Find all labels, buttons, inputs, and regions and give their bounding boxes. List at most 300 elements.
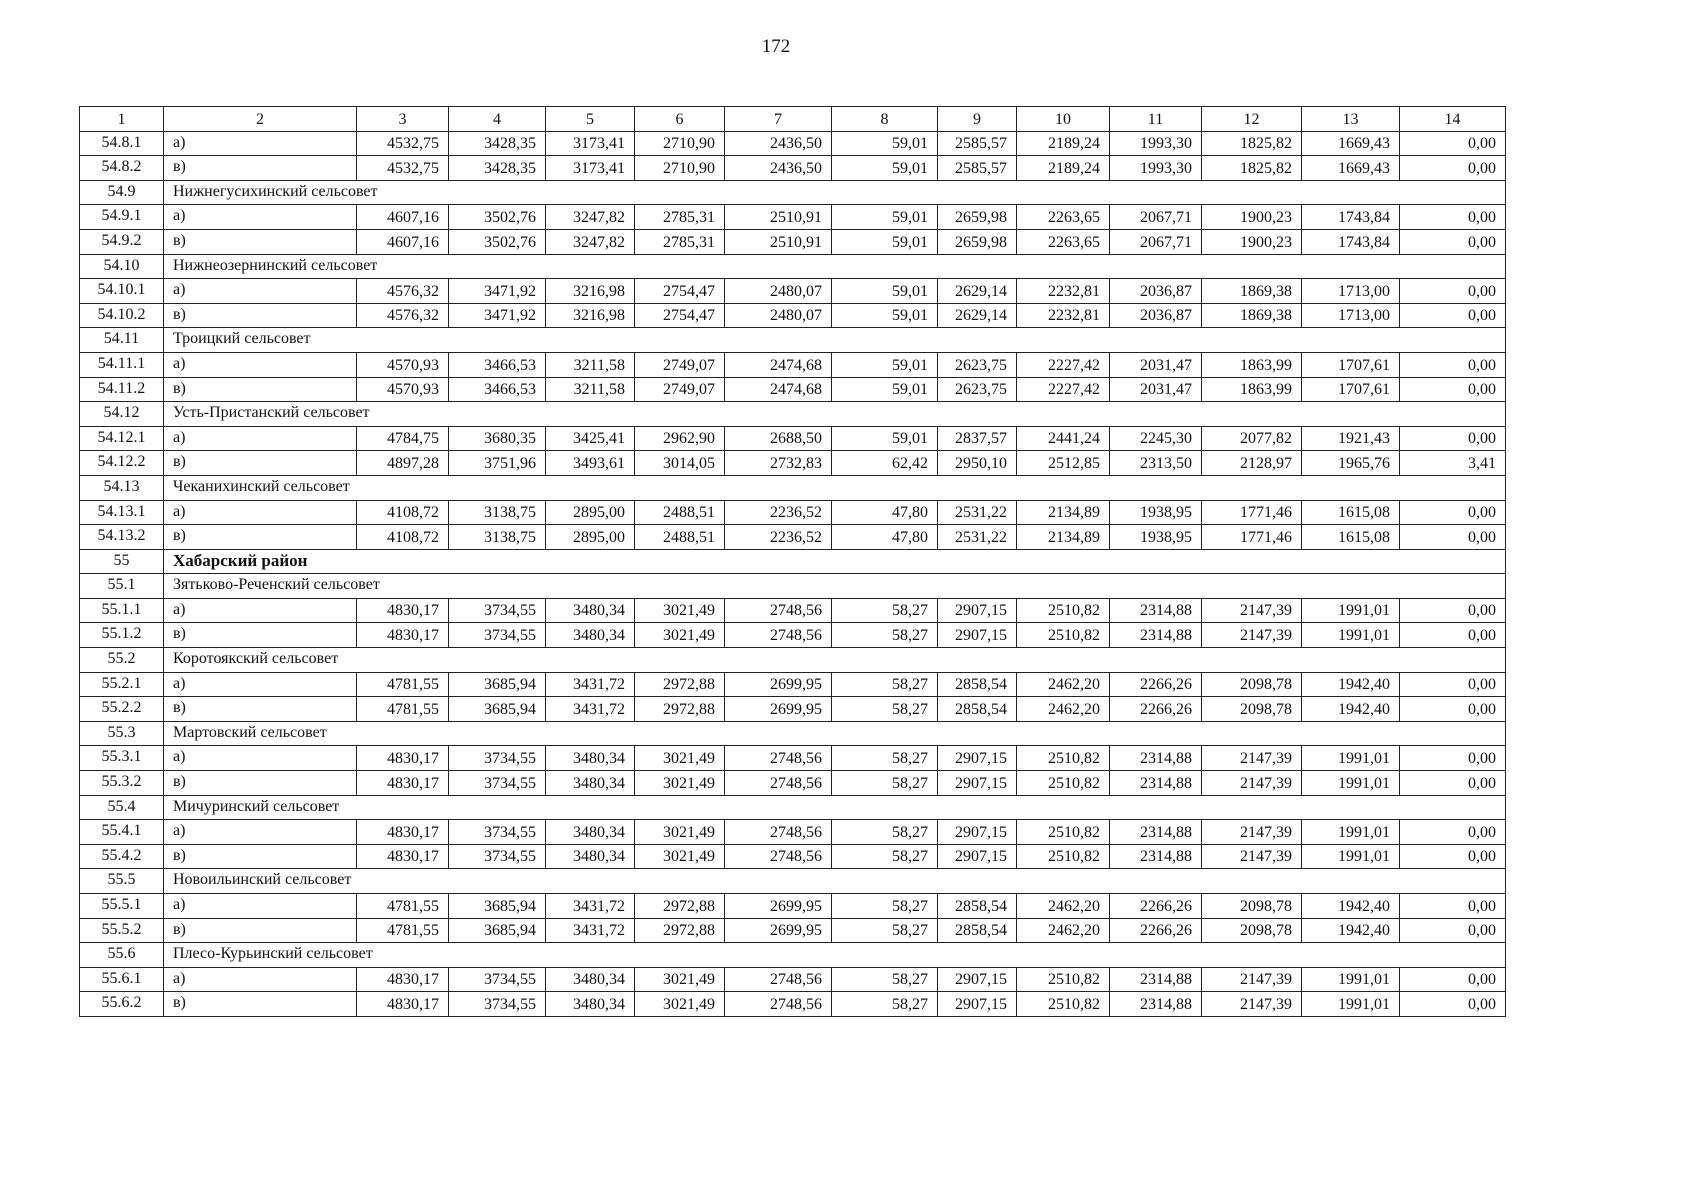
row-code: 55.6.2 (80, 992, 164, 1017)
table-cell: 58,27 (832, 672, 938, 697)
table-cell: 3471,92 (449, 303, 546, 328)
section-name: Троицкий сельсовет (164, 328, 1506, 353)
section-name: Нижнеозернинский сельсовет (164, 254, 1506, 279)
column-header: 11 (1110, 107, 1202, 132)
table-row (80, 500, 1506, 525)
table-cell: 3480,34 (546, 844, 635, 869)
table-cell: 2480,07 (725, 303, 832, 328)
column-header: 14 (1400, 107, 1506, 132)
table-cell: 59,01 (832, 352, 938, 377)
table-row (80, 844, 1506, 869)
table-cell: 3431,72 (546, 697, 635, 722)
row-type: в) (164, 992, 357, 1017)
section-row (80, 943, 1506, 968)
table-row (80, 131, 1506, 156)
row-type: а) (164, 131, 357, 156)
row-code: 55.2.1 (80, 672, 164, 697)
table-cell: 2748,56 (725, 992, 832, 1017)
table-cell: 4830,17 (357, 598, 449, 623)
table-cell: 2263,65 (1017, 205, 1110, 230)
district-name: Хабарский район (164, 549, 1506, 574)
row-type: а) (164, 820, 357, 845)
column-header-row (80, 107, 1506, 132)
table-cell: 59,01 (832, 426, 938, 451)
table-cell: 59,01 (832, 377, 938, 402)
row-code: 54.9.1 (80, 205, 164, 230)
table-cell: 3502,76 (449, 229, 546, 254)
table-cell: 59,01 (832, 303, 938, 328)
table-cell: 2907,15 (938, 992, 1017, 1017)
table-cell: 3466,53 (449, 377, 546, 402)
table-cell: 1938,95 (1110, 525, 1202, 550)
row-type: а) (164, 967, 357, 992)
table-cell: 3021,49 (635, 598, 725, 623)
table-cell: 3480,34 (546, 967, 635, 992)
table-cell: 0,00 (1400, 746, 1506, 771)
table-cell: 1991,01 (1302, 820, 1400, 845)
row-type: в) (164, 844, 357, 869)
column-header: 4 (449, 107, 546, 132)
table-cell: 2749,07 (635, 352, 725, 377)
table-cell: 2659,98 (938, 229, 1017, 254)
table-cell: 2629,14 (938, 279, 1017, 304)
table-cell: 2907,15 (938, 771, 1017, 796)
table-cell: 59,01 (832, 229, 938, 254)
table-cell: 3138,75 (449, 500, 546, 525)
table-cell: 1669,43 (1302, 131, 1400, 156)
table-cell: 47,80 (832, 525, 938, 550)
table-cell: 0,00 (1400, 279, 1506, 304)
table-cell: 3021,49 (635, 746, 725, 771)
table-cell: 2699,95 (725, 697, 832, 722)
table-cell: 3021,49 (635, 771, 725, 796)
table-cell: 59,01 (832, 279, 938, 304)
table-cell: 3,41 (1400, 451, 1506, 476)
table-cell: 1991,01 (1302, 771, 1400, 796)
table-cell: 2623,75 (938, 377, 1017, 402)
row-code: 55.6 (80, 943, 164, 968)
table-cell: 58,27 (832, 746, 938, 771)
table-cell: 2512,85 (1017, 451, 1110, 476)
table-cell: 2629,14 (938, 303, 1017, 328)
table-row (80, 451, 1506, 476)
row-type: в) (164, 525, 357, 550)
district-row (80, 549, 1506, 574)
table-cell: 2031,47 (1110, 352, 1202, 377)
table-cell: 2147,39 (1202, 992, 1302, 1017)
table-cell: 0,00 (1400, 303, 1506, 328)
table-cell: 3734,55 (449, 746, 546, 771)
section-row (80, 648, 1506, 673)
row-type: в) (164, 377, 357, 402)
table-cell: 2031,47 (1110, 377, 1202, 402)
section-name: Нижнегусихинский сельсовет (164, 180, 1506, 205)
table-row (80, 623, 1506, 648)
table-cell: 2710,90 (635, 131, 725, 156)
table-cell: 1825,82 (1202, 131, 1302, 156)
table-cell: 2699,95 (725, 918, 832, 943)
table-cell: 0,00 (1400, 894, 1506, 919)
row-code: 55.3 (80, 721, 164, 746)
table-cell: 3480,34 (546, 598, 635, 623)
table-cell: 2895,00 (546, 500, 635, 525)
table-cell: 1900,23 (1202, 205, 1302, 230)
table-cell: 3431,72 (546, 672, 635, 697)
table-cell: 2972,88 (635, 918, 725, 943)
section-name: Коротоякский сельсовет (164, 648, 1506, 673)
table-cell: 2266,26 (1110, 697, 1202, 722)
column-header: 12 (1202, 107, 1302, 132)
table-cell: 1863,99 (1202, 352, 1302, 377)
row-code: 55.4.2 (80, 844, 164, 869)
column-header: 7 (725, 107, 832, 132)
table-cell: 1713,00 (1302, 279, 1400, 304)
table-cell: 1863,99 (1202, 377, 1302, 402)
table-cell: 2147,39 (1202, 746, 1302, 771)
column-header: 2 (164, 107, 357, 132)
row-code: 55.5.2 (80, 918, 164, 943)
row-code: 55.1 (80, 574, 164, 599)
table-cell: 4830,17 (357, 820, 449, 845)
section-name: Мичуринский сельсовет (164, 795, 1506, 820)
table-cell: 2785,31 (635, 229, 725, 254)
table-row (80, 303, 1506, 328)
row-type: а) (164, 500, 357, 525)
table-cell: 3502,76 (449, 205, 546, 230)
table-body (80, 107, 1506, 1017)
page-number: 172 (761, 36, 791, 57)
table-cell: 2531,22 (938, 525, 1017, 550)
table-cell: 0,00 (1400, 918, 1506, 943)
row-code: 54.13.1 (80, 500, 164, 525)
row-code: 54.8.2 (80, 156, 164, 181)
table-cell: 4781,55 (357, 918, 449, 943)
table-cell: 2748,56 (725, 820, 832, 845)
table-cell: 3425,41 (546, 426, 635, 451)
row-type: а) (164, 205, 357, 230)
table-cell: 2098,78 (1202, 894, 1302, 919)
table-cell: 0,00 (1400, 697, 1506, 722)
column-header: 13 (1302, 107, 1400, 132)
table-cell: 4830,17 (357, 771, 449, 796)
table-cell: 2236,52 (725, 525, 832, 550)
column-header: 10 (1017, 107, 1110, 132)
table-cell: 2147,39 (1202, 844, 1302, 869)
table-cell: 1900,23 (1202, 229, 1302, 254)
table-cell: 2232,81 (1017, 279, 1110, 304)
table-cell: 1771,46 (1202, 500, 1302, 525)
table-cell: 2907,15 (938, 623, 1017, 648)
table-cell: 3734,55 (449, 820, 546, 845)
table-cell: 2147,39 (1202, 598, 1302, 623)
table-cell: 2749,07 (635, 377, 725, 402)
table-cell: 3247,82 (546, 229, 635, 254)
table-cell: 2907,15 (938, 820, 1017, 845)
table-cell: 2474,68 (725, 352, 832, 377)
table-cell: 2189,24 (1017, 156, 1110, 181)
row-type: а) (164, 426, 357, 451)
table-cell: 58,27 (832, 820, 938, 845)
table-cell: 59,01 (832, 205, 938, 230)
row-code: 54.8.1 (80, 131, 164, 156)
table-cell: 0,00 (1400, 623, 1506, 648)
table-cell: 2732,83 (725, 451, 832, 476)
table-cell: 2077,82 (1202, 426, 1302, 451)
table-cell: 3431,72 (546, 918, 635, 943)
table-cell: 2699,95 (725, 894, 832, 919)
table-cell: 3466,53 (449, 352, 546, 377)
table-cell: 3173,41 (546, 156, 635, 181)
table-cell: 0,00 (1400, 844, 1506, 869)
table-cell: 2950,10 (938, 451, 1017, 476)
table-cell: 4570,93 (357, 377, 449, 402)
table-cell: 0,00 (1400, 205, 1506, 230)
table-cell: 1743,84 (1302, 205, 1400, 230)
row-code: 55.2.2 (80, 697, 164, 722)
table-cell: 3751,96 (449, 451, 546, 476)
table-cell: 3211,58 (546, 352, 635, 377)
table-cell: 2245,30 (1110, 426, 1202, 451)
row-type: а) (164, 672, 357, 697)
table-row (80, 672, 1506, 697)
table-cell: 2748,56 (725, 844, 832, 869)
table-cell: 0,00 (1400, 352, 1506, 377)
table-cell: 3734,55 (449, 992, 546, 1017)
table-cell: 2895,00 (546, 525, 635, 550)
table-cell: 2488,51 (635, 500, 725, 525)
row-code: 54.9.2 (80, 229, 164, 254)
column-header: 6 (635, 107, 725, 132)
table-cell: 0,00 (1400, 500, 1506, 525)
row-code: 55.3.2 (80, 771, 164, 796)
table-cell: 2585,57 (938, 156, 1017, 181)
table-cell: 2227,42 (1017, 377, 1110, 402)
table-cell: 2623,75 (938, 352, 1017, 377)
table-cell: 1942,40 (1302, 894, 1400, 919)
table-cell: 2510,82 (1017, 992, 1110, 1017)
row-code: 54.12 (80, 402, 164, 427)
table-cell: 3431,72 (546, 894, 635, 919)
table-cell: 2907,15 (938, 746, 1017, 771)
table-cell: 2036,87 (1110, 303, 1202, 328)
table-cell: 2314,88 (1110, 771, 1202, 796)
table-cell: 2067,71 (1110, 229, 1202, 254)
table-cell: 1615,08 (1302, 500, 1400, 525)
table-cell: 2510,82 (1017, 623, 1110, 648)
table-cell: 3480,34 (546, 771, 635, 796)
row-code: 54.12.1 (80, 426, 164, 451)
table-cell: 2462,20 (1017, 894, 1110, 919)
table-cell: 2858,54 (938, 918, 1017, 943)
table-cell: 4781,55 (357, 894, 449, 919)
table-cell: 2480,07 (725, 279, 832, 304)
row-type: в) (164, 303, 357, 328)
table-cell: 2585,57 (938, 131, 1017, 156)
table-cell: 2189,24 (1017, 131, 1110, 156)
table-cell: 1615,08 (1302, 525, 1400, 550)
row-code: 55.1.1 (80, 598, 164, 623)
table-cell: 1942,40 (1302, 918, 1400, 943)
table-cell: 2098,78 (1202, 697, 1302, 722)
table-cell: 1942,40 (1302, 672, 1400, 697)
table-cell: 4830,17 (357, 623, 449, 648)
table-cell: 2314,88 (1110, 844, 1202, 869)
row-type: а) (164, 598, 357, 623)
table-cell: 2785,31 (635, 205, 725, 230)
table-cell: 4570,93 (357, 352, 449, 377)
table-cell: 2962,90 (635, 426, 725, 451)
table-cell: 4108,72 (357, 500, 449, 525)
table-cell: 4784,75 (357, 426, 449, 451)
table-cell: 2098,78 (1202, 918, 1302, 943)
table-cell: 3428,35 (449, 156, 546, 181)
table-cell: 2510,82 (1017, 967, 1110, 992)
table-cell: 2858,54 (938, 672, 1017, 697)
table-cell: 59,01 (832, 131, 938, 156)
table-cell: 3021,49 (635, 967, 725, 992)
table-cell: 0,00 (1400, 771, 1506, 796)
table-cell: 0,00 (1400, 598, 1506, 623)
table-cell: 3480,34 (546, 820, 635, 845)
table-cell: 0,00 (1400, 131, 1506, 156)
table-cell: 3021,49 (635, 820, 725, 845)
table-row (80, 746, 1506, 771)
table-cell: 2067,71 (1110, 205, 1202, 230)
table-cell: 2314,88 (1110, 967, 1202, 992)
table-cell: 2313,50 (1110, 451, 1202, 476)
table-cell: 0,00 (1400, 426, 1506, 451)
table-cell: 58,27 (832, 623, 938, 648)
row-code: 54.10.1 (80, 279, 164, 304)
row-type: в) (164, 229, 357, 254)
table-cell: 3216,98 (546, 303, 635, 328)
table-cell: 2748,56 (725, 771, 832, 796)
column-header: 9 (938, 107, 1017, 132)
row-code: 54.12.2 (80, 451, 164, 476)
row-code: 55 (80, 549, 164, 574)
table-row (80, 426, 1506, 451)
table-cell: 58,27 (832, 697, 938, 722)
table-cell: 2748,56 (725, 746, 832, 771)
table-row (80, 992, 1506, 1017)
table-cell: 2748,56 (725, 967, 832, 992)
section-row (80, 475, 1506, 500)
table-cell: 62,42 (832, 451, 938, 476)
table-cell: 2907,15 (938, 844, 1017, 869)
table-cell: 4830,17 (357, 746, 449, 771)
table-cell: 2688,50 (725, 426, 832, 451)
table-cell: 4897,28 (357, 451, 449, 476)
row-code: 54.10 (80, 254, 164, 279)
table-cell: 2748,56 (725, 623, 832, 648)
table-cell: 3734,55 (449, 623, 546, 648)
row-type: в) (164, 918, 357, 943)
row-type: в) (164, 771, 357, 796)
table-cell: 4532,75 (357, 131, 449, 156)
table-cell: 3021,49 (635, 992, 725, 1017)
column-header: 3 (357, 107, 449, 132)
table-cell: 2263,65 (1017, 229, 1110, 254)
row-type: в) (164, 156, 357, 181)
table-cell: 2462,20 (1017, 697, 1110, 722)
table-row (80, 279, 1506, 304)
table-row (80, 820, 1506, 845)
row-code: 55.4 (80, 795, 164, 820)
table-cell: 2128,97 (1202, 451, 1302, 476)
table-cell: 2462,20 (1017, 672, 1110, 697)
table-row (80, 205, 1506, 230)
table-cell: 3680,35 (449, 426, 546, 451)
table-cell: 0,00 (1400, 967, 1506, 992)
section-name: Зятьково-Реченский сельсовет (164, 574, 1506, 599)
row-code: 55.3.1 (80, 746, 164, 771)
table-cell: 3480,34 (546, 623, 635, 648)
table-cell: 4532,75 (357, 156, 449, 181)
table-cell: 2907,15 (938, 598, 1017, 623)
table-cell: 2972,88 (635, 672, 725, 697)
table-cell: 3734,55 (449, 598, 546, 623)
table-cell: 2510,82 (1017, 820, 1110, 845)
table-cell: 0,00 (1400, 525, 1506, 550)
section-name: Новоильинский сельсовет (164, 869, 1506, 894)
table-cell: 2147,39 (1202, 820, 1302, 845)
table-cell: 1771,46 (1202, 525, 1302, 550)
table-cell: 4576,32 (357, 303, 449, 328)
table-cell: 2134,89 (1017, 525, 1110, 550)
table-cell: 1942,40 (1302, 697, 1400, 722)
table-cell: 2134,89 (1017, 500, 1110, 525)
table-cell: 1991,01 (1302, 623, 1400, 648)
section-row (80, 721, 1506, 746)
table-cell: 2510,82 (1017, 844, 1110, 869)
column-header: 8 (832, 107, 938, 132)
table-cell: 2748,56 (725, 598, 832, 623)
table-row (80, 377, 1506, 402)
table-cell: 58,27 (832, 598, 938, 623)
table-cell: 1713,00 (1302, 303, 1400, 328)
section-name: Усть-Пристанский сельсовет (164, 402, 1506, 427)
table-cell: 2754,47 (635, 279, 725, 304)
row-code: 55.2 (80, 648, 164, 673)
row-code: 55.6.1 (80, 967, 164, 992)
table-cell: 3471,92 (449, 279, 546, 304)
table-cell: 2972,88 (635, 894, 725, 919)
row-code: 54.10.2 (80, 303, 164, 328)
row-code: 54.9 (80, 180, 164, 205)
table-cell: 2314,88 (1110, 598, 1202, 623)
table-cell: 4576,32 (357, 279, 449, 304)
table-cell: 2147,39 (1202, 771, 1302, 796)
table-cell: 2972,88 (635, 697, 725, 722)
table-cell: 0,00 (1400, 156, 1506, 181)
table-cell: 1991,01 (1302, 992, 1400, 1017)
table-cell: 3138,75 (449, 525, 546, 550)
table-cell: 3734,55 (449, 771, 546, 796)
table-cell: 2147,39 (1202, 623, 1302, 648)
table-cell: 58,27 (832, 967, 938, 992)
table-cell: 59,01 (832, 156, 938, 181)
table-cell: 47,80 (832, 500, 938, 525)
table-row (80, 156, 1506, 181)
table-cell: 3493,61 (546, 451, 635, 476)
table-cell: 1743,84 (1302, 229, 1400, 254)
section-row (80, 254, 1506, 279)
table-cell: 3685,94 (449, 672, 546, 697)
table-cell: 4830,17 (357, 992, 449, 1017)
section-name: Чеканихинский сельсовет (164, 475, 1506, 500)
table-cell: 3734,55 (449, 967, 546, 992)
table-cell: 3685,94 (449, 918, 546, 943)
